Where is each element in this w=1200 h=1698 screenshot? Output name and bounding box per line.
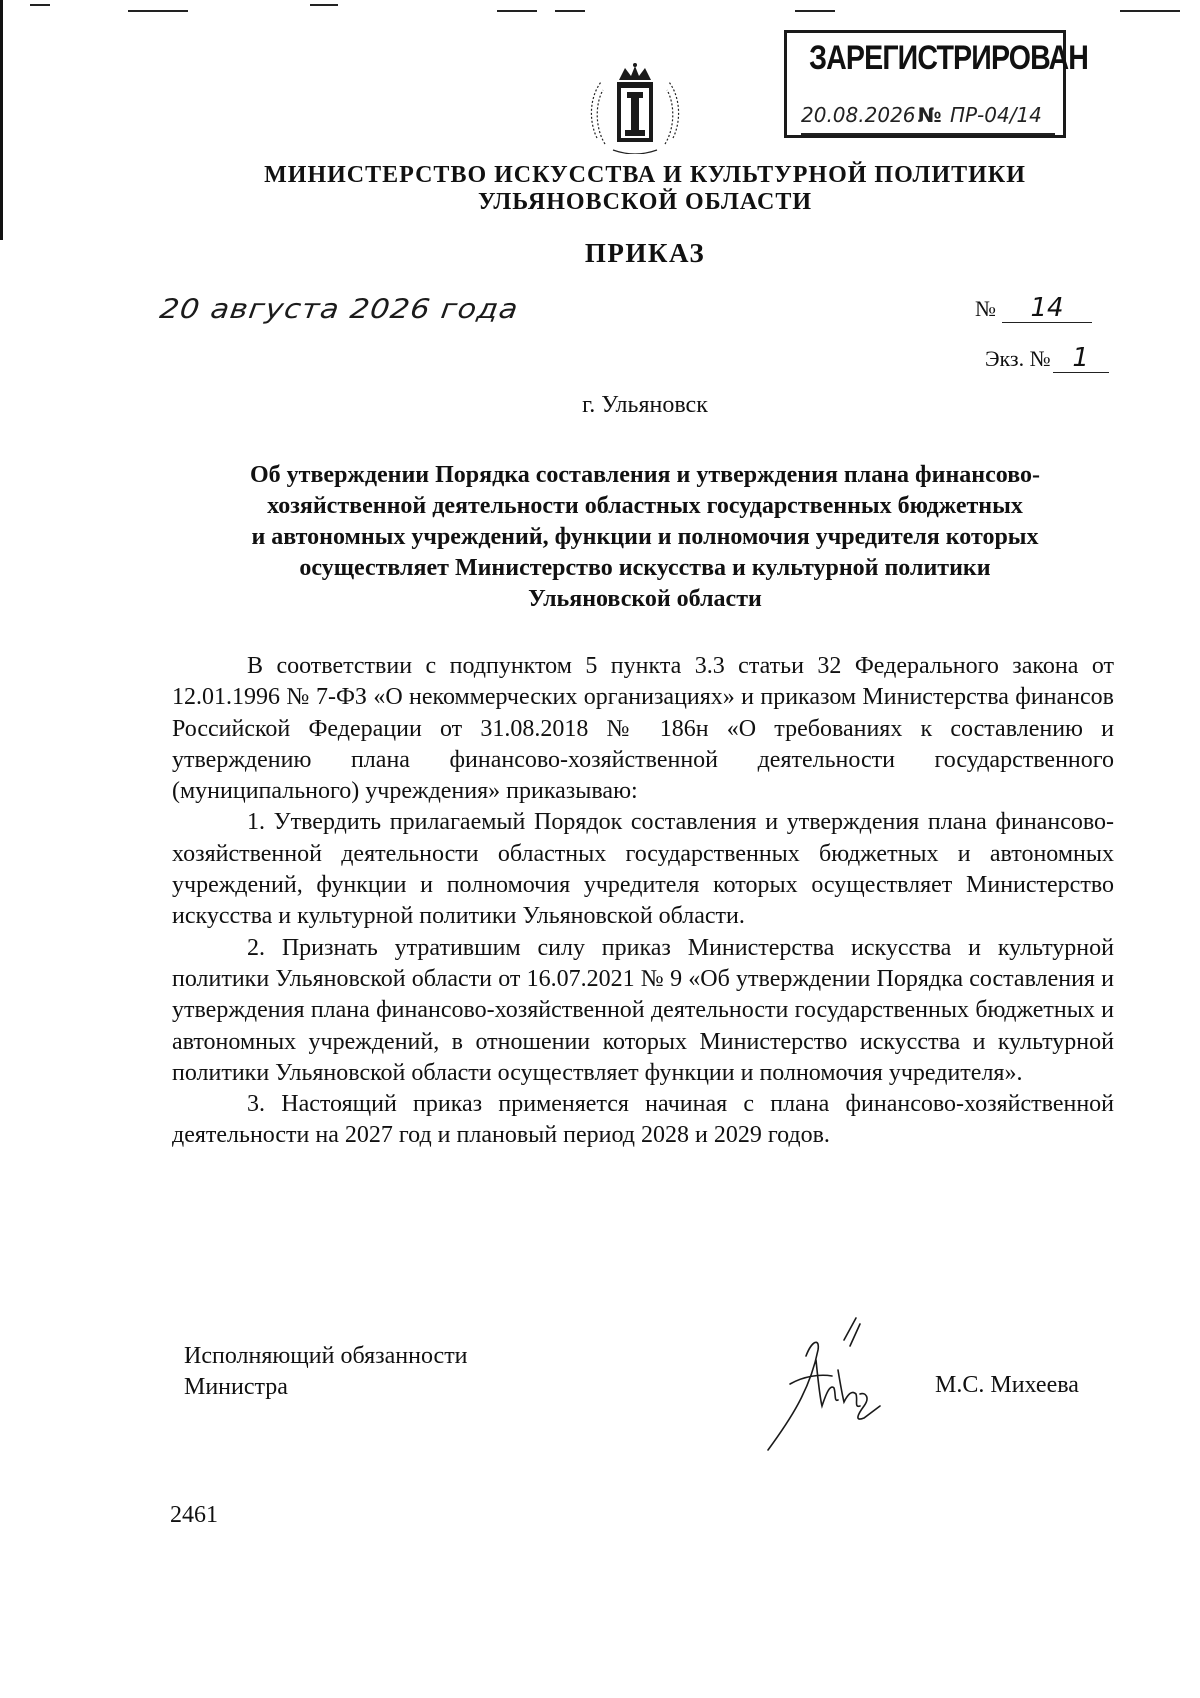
- document-code: 2461: [170, 1502, 218, 1528]
- signatory-position: [184, 1341, 468, 1403]
- scan-mark: [128, 10, 188, 12]
- ministry-line-1: МИНИСТЕРСТВО ИСКУССТВА И КУЛЬТУРНОЙ ПОЛИТИКИ: [264, 162, 1026, 188]
- signatory-name: М.С. Михеева: [935, 1372, 1079, 1398]
- city: г. Ульяновск: [582, 392, 708, 418]
- ministry-name: [0, 162, 1200, 216]
- subject-line: Ульяновской области: [528, 586, 762, 612]
- subject-line: Об утверждении Порядка составления и утверждения плана финансово-: [250, 462, 1040, 488]
- scan-mark: [555, 10, 585, 12]
- order-number-label: №: [975, 296, 996, 321]
- subject-line: осуществляет Министерство искусства и культурной политики: [299, 555, 991, 581]
- document-subject: [175, 460, 1115, 615]
- ministry-line-2: УЛЬЯНОВСКОЙ ОБЛАСТИ: [477, 189, 813, 215]
- order-item-2: 2. Признать утратившим силу приказ Министерства искусства и культурной политики Ульяновской области от 16.07.2021 № 9 «Об утверждении Порядка составления и утверждения плана финансово-хозяйственной деятельности государственных бюджетных и автономных учреждений, в отношении которых Министерство искусства и культурной политики Ульяновской области осуществляет функции и полномочия учредителя».: [172, 934, 1114, 1086]
- registration-stamp: [784, 30, 1089, 138]
- scan-mark: [1120, 10, 1180, 12]
- scan-mark: [310, 4, 338, 6]
- order-number: [975, 294, 1092, 323]
- position-line-1: Исполняющий обязанности: [184, 1343, 468, 1369]
- stamp-registration-line: [801, 103, 1055, 135]
- subject-line: хозяйственной деятельности областных государственных бюджетных: [267, 493, 1023, 519]
- document-title: ПРИКАЗ: [584, 238, 706, 268]
- handwritten-signature-icon: [760, 1310, 920, 1460]
- order-number-value: 14: [1002, 294, 1092, 323]
- ulyanovsk-region-coat-of-arms-icon: [583, 62, 687, 154]
- scan-mark: [795, 10, 835, 12]
- stamp-date: 20.08.2026: [801, 103, 916, 127]
- stamp-reg-number: ПР-04/14: [949, 103, 1042, 127]
- order-item-1: 1. Утвердить прилагаемый Порядок составления и утверждения плана финансово-хозяйственной деятельности областных государственных бюджетных и автономных учреждений, функции и полномочия учредителя которых осуществляет Министерство искусства и культурной политики Ульяновской области.: [172, 809, 1114, 930]
- stamp-number-sign: №: [917, 103, 942, 127]
- copy-number-label: Экз. №: [985, 346, 1051, 371]
- scan-mark: [30, 4, 50, 6]
- stamp-title: ЗАРЕГИСТРИРОВАН: [809, 39, 1089, 77]
- preamble-paragraph: В соответствии с подпунктом 5 пункта 3.3 статьи 32 Федерального закона от 12.01.1996 № 7-ФЗ «О некоммерческих организациях» и приказом Министерства финансов Российской Федерации от 31.08.2018 № 186н «О требованиях к составлению и утверждению плана финансово-хозяйственной деятельности государственного (муниципального) учреждения» приказываю:: [172, 653, 1114, 805]
- position-line-2: Министра: [184, 1374, 288, 1400]
- order-item-3: 3. Настоящий приказ применяется начиная с плана финансово-хозяйственной деятельности на 2027 год и плановый период 2028 и 2029 годов.: [172, 1091, 1114, 1149]
- subject-line: и автономных учреждений, функции и полномочия учредителя которых: [251, 524, 1039, 550]
- scan-mark: [497, 10, 537, 12]
- document-body: [172, 651, 1114, 1152]
- copy-number: [985, 344, 1109, 373]
- copy-number-value: 1: [1053, 344, 1109, 373]
- handwritten-date: 20 августа 2026 года: [157, 293, 521, 326]
